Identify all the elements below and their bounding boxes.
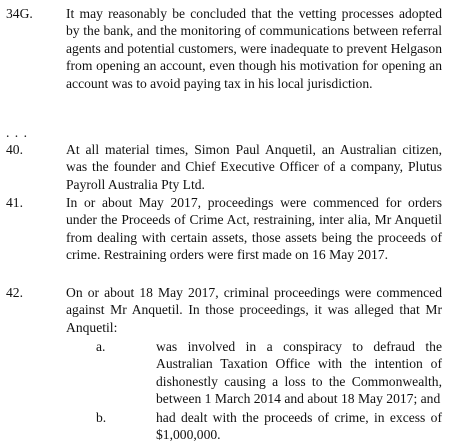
sub-item-letter: b. xyxy=(96,410,107,425)
sub-item-text: had dealt with the proceeds of crime, in excess of $1,000,000. xyxy=(156,410,442,443)
paragraph-number: 40. xyxy=(6,142,23,157)
paragraph-text: It may reasonably be concluded that the vetting processes adopted by the bank, and the monitoring of communications between referral agents and potential customers, were inadequate to prevent Helgason from opening an account, even though his motivation for opening an account was to avoid paying tax in his local jurisdiction. xyxy=(66,6,442,91)
omission-ellipsis: . . . xyxy=(6,125,28,140)
paragraph-number: 34G. xyxy=(6,6,33,21)
paragraph-number: 42. xyxy=(6,285,23,300)
paragraph-number: 41. xyxy=(6,195,23,210)
paragraph-text: In or about May 2017, proceedings were commenced for orders under the Proceeds of Crime Act, restraining, inter alia, Mr Anquetil from dealing with certain assets, those assets being the proceeds of crime. Restraining orders were first made on 16 May 2017. xyxy=(66,195,442,263)
paragraph-text: On or about 18 May 2017, criminal proceedings were commenced against Mr Anquetil. In those proceedings, it was alleged that Mr Anquetil: xyxy=(66,285,442,335)
sub-item-text: was involved in a conspiracy to defraud the Australian Taxation Office with the intention of dishonestly causing a loss to the Commonwealth, between 1 March 2014 and about 18 May 2017; and xyxy=(156,339,442,407)
sub-item-letter: a. xyxy=(96,339,106,354)
paragraph-text: At all material times, Simon Paul Anquetil, an Australian citizen, was the founder and Chief Executive Officer of a company, Plutus Payroll Australia Pty Ltd. xyxy=(66,142,442,192)
